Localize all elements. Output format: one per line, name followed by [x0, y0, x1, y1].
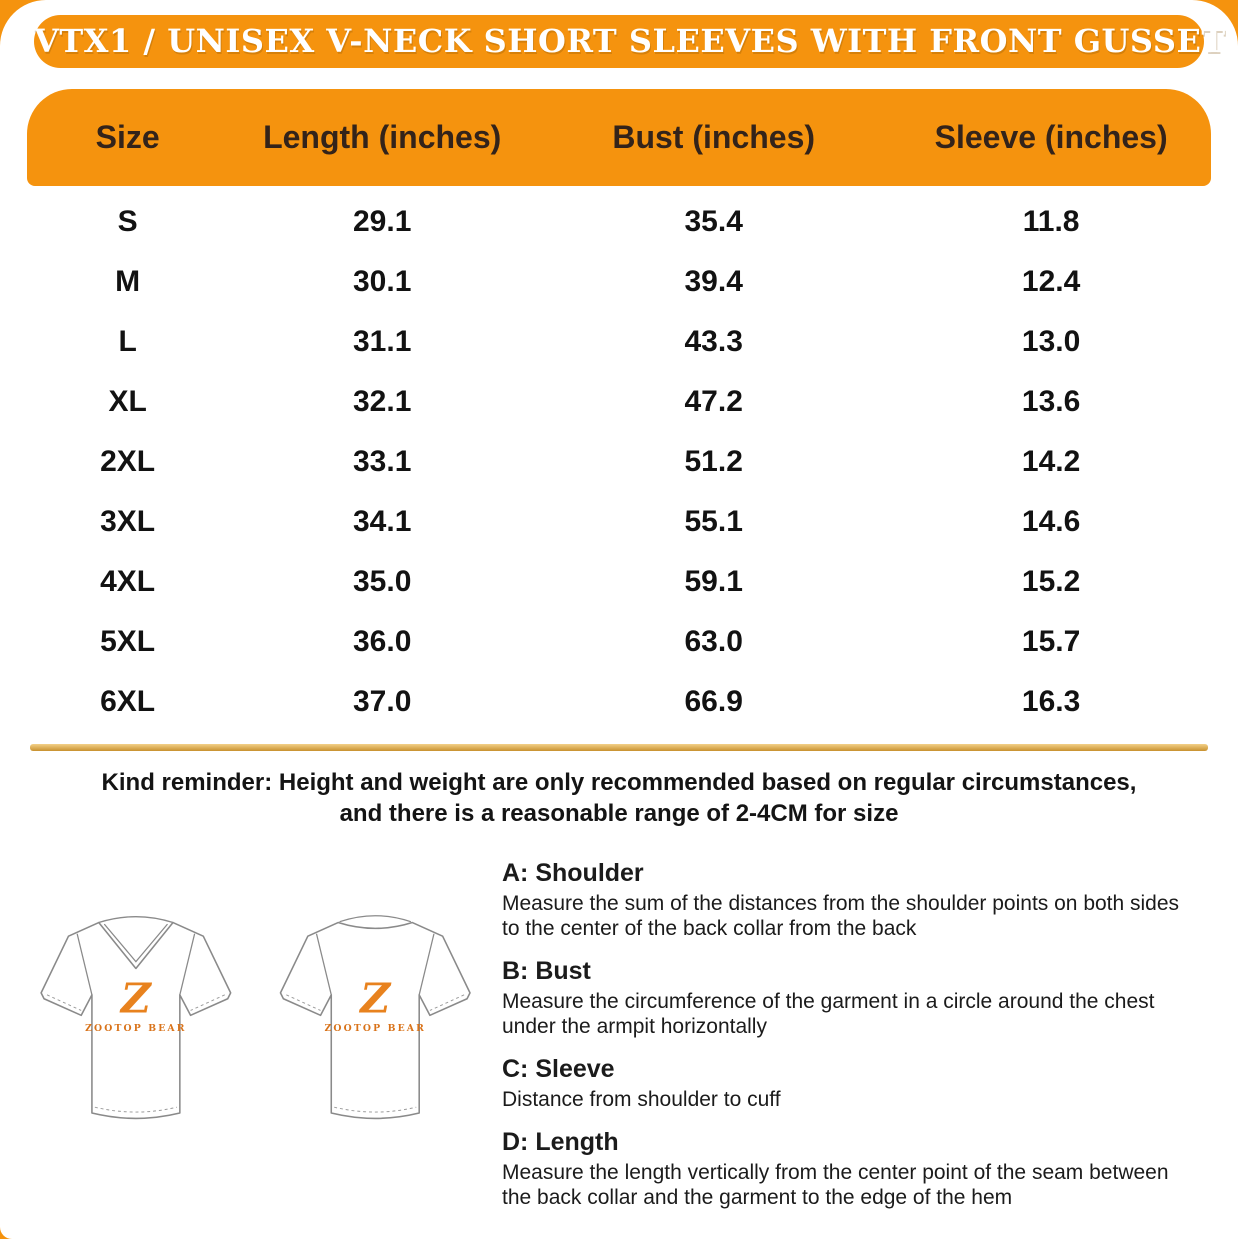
column-header-length: Length (inches) [263, 119, 502, 155]
bust-cell: 35.4 [684, 205, 743, 238]
length-cell: 30.1 [352, 265, 412, 298]
tshirt-back-illustration [280, 916, 470, 1119]
guide-shoulder-text: Measure the sum of the distances from the shoulder points on both sides to the center of the back collar from the back [502, 892, 1180, 940]
kind-reminder-line2: and there is a reasonable range of 2-4CM for size [339, 800, 899, 827]
table-row [27, 252, 1211, 312]
title-bar [34, 15, 1226, 68]
table-row [27, 492, 1211, 552]
column-header-bust: Bust (inches) [612, 119, 816, 155]
length-cell: 34.1 [352, 505, 412, 538]
bust-cell: 63.0 [684, 625, 743, 658]
sleeve-cell: 11.8 [1022, 205, 1080, 238]
length-cell: 37.0 [352, 685, 412, 718]
bust-cell: 66.9 [684, 685, 743, 718]
bust-cell: 47.2 [684, 385, 743, 418]
size-cell: 5XL [100, 625, 156, 658]
tshirt-front-back-drawing [28, 903, 488, 1157]
divider-line [30, 744, 1208, 751]
size-cell: 4XL [100, 565, 156, 598]
size-cell: L [118, 325, 137, 358]
sleeve-cell: 15.2 [1021, 565, 1081, 598]
guide-bust-text: Measure the circumference of the garment in a circle around the chest under the armpit horizontally [502, 990, 1155, 1038]
length-cell: 31.1 [352, 325, 412, 358]
guide-length-text: Measure the length vertically from the center point of the seam between the back collar and the garment to the edge of the hem [502, 1161, 1169, 1209]
bust-cell: 55.1 [684, 505, 743, 538]
tshirt-front-illustration [41, 917, 231, 1119]
length-cell: 36.0 [352, 625, 412, 658]
size-cell: S [117, 205, 138, 238]
guide-length [502, 1128, 1192, 1210]
table-row [27, 612, 1211, 672]
table-row [27, 672, 1211, 732]
guide-sleeve-label: C: Sleeve [502, 1055, 615, 1083]
size-chart-body [27, 192, 1211, 732]
guide-sleeve [502, 1055, 1192, 1112]
table-row [27, 372, 1211, 432]
brand-logo-text: ZOOTOP BEAR [85, 1022, 187, 1034]
table-row [27, 192, 1211, 252]
bust-cell: 51.2 [684, 445, 743, 478]
brand-logo-letter: Z [360, 973, 391, 1023]
tshirt-illustrations [28, 859, 488, 1226]
guide-bust-label: B: Bust [502, 957, 591, 985]
table-row [27, 432, 1211, 492]
size-cell: 6XL [100, 685, 156, 718]
page-title: VTX1 / UNISEX V-NECK SHORT SLEEVES WITH FRONT GUSSET [34, 22, 1226, 60]
sleeve-cell: 14.6 [1021, 505, 1081, 538]
sleeve-cell: 13.0 [1021, 325, 1081, 358]
size-cell: XL [108, 385, 147, 418]
bust-cell: 59.1 [684, 565, 743, 598]
table-row [27, 312, 1211, 372]
column-header-size: Size [95, 119, 160, 155]
sleeve-cell: 12.4 [1021, 265, 1081, 298]
measure-guide [502, 859, 1192, 1226]
sleeve-cell: 15.7 [1021, 625, 1081, 658]
table-row [27, 552, 1211, 612]
guide-bust [502, 957, 1192, 1039]
guide-sleeve-text: Distance from shoulder to cuff [502, 1088, 781, 1111]
length-cell: 29.1 [352, 205, 412, 238]
sleeve-cell: 13.6 [1021, 385, 1081, 418]
sleeve-cell: 16.3 [1021, 685, 1081, 718]
size-chart-header [27, 89, 1211, 186]
kind-reminder-line1: Kind reminder: Height and weight are only recommended based on regular circumstances, [101, 769, 1137, 796]
bust-cell: 43.3 [684, 325, 743, 358]
guide-shoulder [502, 859, 1192, 941]
length-cell: 32.1 [352, 385, 412, 418]
size-cell: 3XL [100, 505, 156, 538]
measurement-section [0, 859, 1238, 1226]
column-header-sleeve: Sleeve (inches) [934, 119, 1168, 155]
guide-length-label: D: Length [502, 1128, 619, 1156]
size-cell: M [115, 265, 141, 298]
sleeve-cell: 14.2 [1021, 445, 1081, 478]
length-cell: 33.1 [352, 445, 412, 478]
brand-logo-text: ZOOTOP BEAR [324, 1022, 426, 1034]
bust-cell: 39.4 [684, 265, 743, 298]
size-cell: 2XL [100, 445, 156, 478]
brand-logo-letter: Z [120, 973, 151, 1023]
guide-shoulder-label: A: Shoulder [502, 859, 644, 887]
kind-reminder [0, 767, 1238, 829]
length-cell: 35.0 [352, 565, 412, 598]
